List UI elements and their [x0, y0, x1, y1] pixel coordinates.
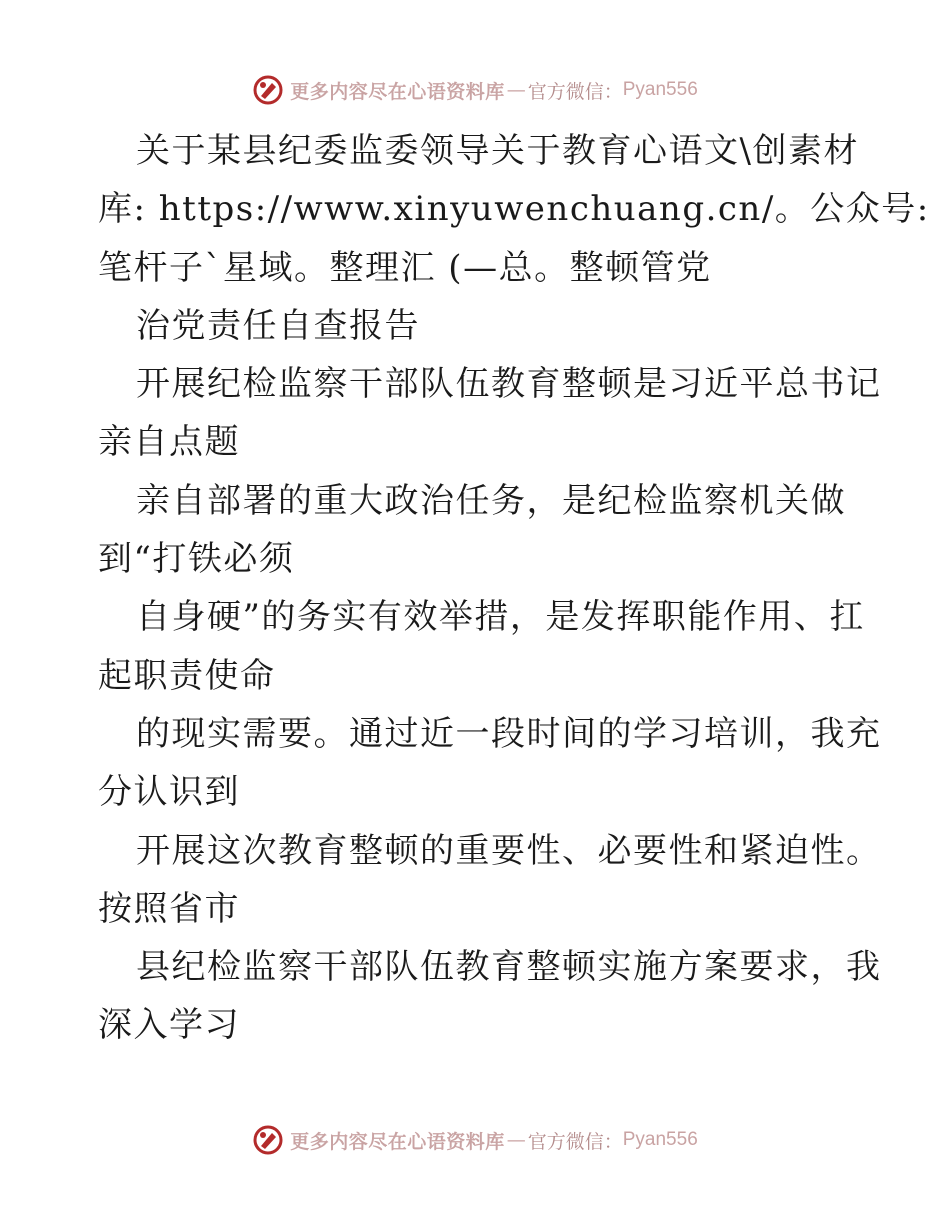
body-line: 自身硬”的务实有效举措，是发挥职能作用、扛 — [136, 597, 865, 638]
banner-dash: — — [506, 1129, 526, 1151]
body-line: 到“打铁必须 — [98, 539, 295, 580]
body-line: 亲自部署的重大政治任务，是纪检监察机关做 — [136, 480, 846, 521]
document-body — [98, 122, 930, 1055]
footer-banner — [0, 1120, 950, 1160]
brand-logo-icon — [252, 1124, 284, 1156]
body-line: 库: https://www.xinyuwenchuang.cn/。公众号: — [98, 189, 930, 230]
body-line: 亲自点题 — [98, 422, 240, 463]
banner-dash: — — [506, 79, 526, 101]
banner-wechat-label: 官方微信： — [527, 1130, 623, 1153]
banner-title: 更多内容尽在心语资料库 — [290, 1130, 505, 1153]
body-line: 的现实需要。通过近一段时间的学习培训，我充 — [136, 713, 882, 754]
brand-logo-icon — [252, 74, 284, 106]
banner-wechat-id: Pyan556 — [622, 1129, 698, 1150]
body-line: 开展这次教育整顿的重要性、必要性和紧迫性。 — [136, 830, 882, 871]
banner-wechat-label: 官方微信： — [527, 80, 623, 103]
body-line: 治党责任自查报告 — [136, 305, 420, 346]
body-line: 关于某县纪委监委领导关于教育心语文\创素材 — [136, 131, 859, 171]
body-line: 深入学习 — [98, 1005, 240, 1046]
body-line: 开展纪检监察干部队伍教育整顿是习近平总书记 — [136, 364, 882, 405]
body-line: 按照省市 — [98, 888, 240, 929]
body-line: 分认识到 — [98, 772, 240, 813]
body-line: 笔杆子`星域。整理汇 (—总。整顿管党 — [98, 247, 712, 288]
header-banner — [0, 70, 950, 110]
body-line: 县纪检监察干部队伍教育整顿实施方案要求，我 — [136, 947, 882, 988]
banner-title: 更多内容尽在心语资料库 — [290, 80, 505, 103]
banner-wechat-id: Pyan556 — [622, 79, 698, 100]
body-line: 起职责使命 — [98, 655, 276, 696]
